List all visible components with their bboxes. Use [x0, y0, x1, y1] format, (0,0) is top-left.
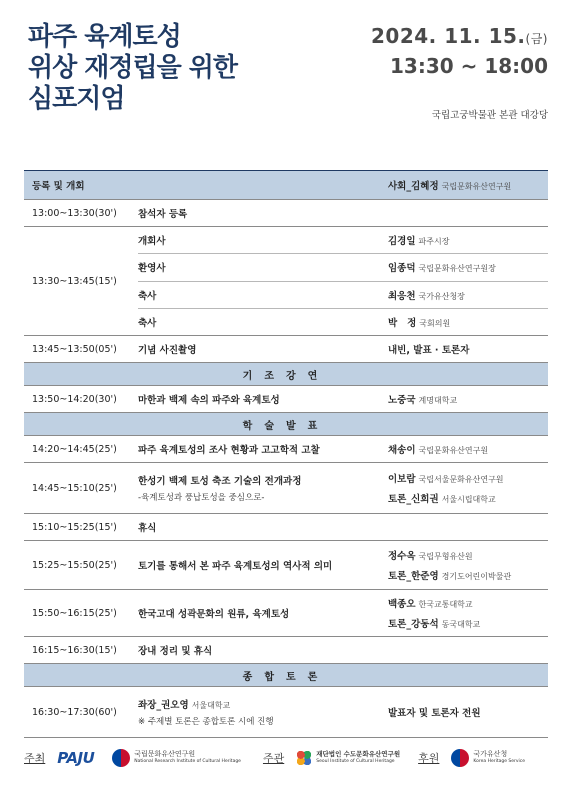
- speaker-name: 내빈, 발표 · 토론자: [388, 345, 470, 356]
- discussant-name: 토론_강동석: [388, 619, 439, 630]
- speaker-name: 김경일: [388, 236, 416, 248]
- table-row: [24, 463, 548, 514]
- table-row: [24, 386, 548, 413]
- chair-name: 좌장_권오영: [138, 700, 189, 711]
- speaker-org: 국립문화유산연구원: [418, 446, 489, 455]
- speaker-org: 파주시장: [418, 237, 450, 247]
- table-row: [24, 336, 548, 363]
- title-line-3: 심포지엄: [28, 84, 125, 114]
- table-row: [24, 436, 548, 463]
- paju-logo: PAJU: [57, 749, 95, 767]
- row-time: 13:00~13:30(30'): [32, 207, 117, 219]
- kh-logo: [473, 750, 525, 766]
- row-program: 축사: [138, 317, 157, 329]
- schedule-table: [24, 170, 548, 738]
- row-time: 14:20~14:45(25'): [32, 443, 117, 455]
- sub-row: [138, 227, 548, 254]
- row-time: 15:10~15:25(15'): [32, 521, 117, 533]
- row-program: 한국고대 성곽문화의 원류, 육계토성: [138, 609, 290, 620]
- header-label: 등록 및 개회: [32, 181, 85, 192]
- government-emblem-icon: [451, 749, 469, 767]
- row-program: 장내 정리 및 휴식: [138, 646, 213, 657]
- event-time: 13:30 ~ 18:00: [389, 54, 548, 78]
- kh-name: 국가유산청: [473, 750, 508, 758]
- row-program: 기념 사진촬영: [138, 345, 197, 356]
- host-label: 주최: [24, 752, 46, 765]
- row-time: 13:45~13:50(05'): [32, 343, 117, 355]
- speaker-name: 박 정: [388, 317, 417, 329]
- row-program: 참석자 등록: [138, 209, 188, 220]
- row-program: 한성기 백제 토성 축조 기술의 전개과정: [138, 476, 302, 487]
- row-time: 13:50~14:20(30'): [32, 393, 117, 405]
- row-program: 축사: [138, 290, 157, 302]
- table-row: [24, 687, 548, 738]
- speaker-name: 발표자 및 토론자 전원: [388, 708, 481, 719]
- table-row: [24, 200, 548, 227]
- row-time: 15:50~16:15(25'): [32, 607, 117, 619]
- speaker-org: 계명대학교: [418, 396, 458, 405]
- event-venue: 국립고궁박물관 본관 대강당: [431, 110, 548, 121]
- row-program: 개회사: [138, 236, 166, 248]
- speaker-name: 임종덕: [388, 263, 416, 275]
- table-row: [24, 590, 548, 637]
- speaker-org: 국립무형유산원: [418, 552, 473, 561]
- discussion-note: ※ 주제별 토론은 종합토론 시에 진행: [138, 717, 274, 727]
- discussant-org: 경기도어린이박물관: [441, 572, 512, 581]
- government-emblem-icon: [112, 749, 130, 767]
- table-row: [24, 637, 548, 664]
- nrich-en: National Research Institute of Cultural Heritage: [134, 759, 241, 764]
- nrich-logo: [134, 750, 241, 766]
- chair-org: 서울대학교: [191, 701, 231, 710]
- speaker-name: 노중국: [388, 395, 416, 406]
- organizer-label: 주관: [262, 752, 285, 765]
- speaker-name: 정수옥: [388, 551, 416, 562]
- table-row: [24, 541, 548, 590]
- row-time: 16:15~16:30(15'): [32, 644, 117, 656]
- row-program: 마한과 백제 속의 파주와 육계토성: [138, 395, 280, 406]
- speaker-org: 국립서울문화유산연구원: [418, 475, 504, 484]
- section-keynote: 기조강연: [24, 363, 548, 386]
- page-title: [28, 22, 298, 115]
- row-time: 15:25~15:50(25'): [32, 559, 117, 571]
- row-subtitle: -육계토성과 풍납토성을 중심으로-: [138, 493, 265, 503]
- title-line-2: 위상 재정립을 위한: [28, 53, 238, 83]
- foundation-logo-icon: [296, 750, 312, 766]
- section-discussion: 종합토론: [24, 664, 548, 687]
- foundation-name: 재단법인 수도문화유산연구원: [316, 750, 401, 758]
- speaker-org: 국가유산청장: [418, 291, 465, 301]
- row-program: 파주 육계토성의 조사 현황과 고고학적 고찰: [138, 445, 320, 456]
- sponsor-label: 후원: [418, 752, 440, 765]
- section-papers: 학술발표: [24, 413, 548, 436]
- row-program: 환영사: [138, 263, 166, 275]
- discussant-name: 토론_신희권: [388, 494, 439, 505]
- nrich-name: 국립문화유산연구원: [134, 750, 196, 758]
- event-datetime: [371, 24, 548, 78]
- discussant-name: 토론_한준영: [388, 571, 439, 582]
- schedule-header: [24, 171, 548, 200]
- row-time: 14:45~15:10(25'): [32, 482, 117, 494]
- title-line-1: 파주 육계토성: [28, 22, 181, 52]
- sub-row: [138, 254, 548, 281]
- discussant-org: 서울시립대학교: [441, 495, 496, 504]
- foundation-en: Seoul Institute of Cultural Heritage: [316, 759, 395, 764]
- row-program: 휴식: [138, 523, 157, 534]
- speaker-org: 국회의원: [419, 318, 451, 328]
- table-row: [24, 227, 548, 336]
- foundation-logo: [316, 750, 400, 766]
- event-day: (금): [525, 32, 548, 46]
- host-org: 국립문화유산연구원: [441, 182, 512, 191]
- kh-en: Korea Heritage Service: [473, 759, 526, 764]
- speaker-name: 채송이: [388, 445, 416, 456]
- host-name: 사회_김혜정: [388, 181, 439, 192]
- row-time: 13:30~13:45(15'): [32, 275, 117, 287]
- table-row: [24, 514, 548, 541]
- sub-row: [138, 309, 548, 335]
- speaker-name: 최응천: [388, 290, 416, 302]
- speaker-org: 국립문화유산연구원장: [418, 264, 496, 274]
- row-program: 토기를 통해서 본 파주 육계토성의 역사적 의미: [138, 561, 333, 572]
- discussant-org: 동국대학교: [441, 620, 481, 629]
- speaker-org: 한국교통대학교: [418, 600, 473, 609]
- event-date: 2024. 11. 15.: [370, 24, 526, 48]
- footer-logos: [24, 738, 548, 778]
- sub-row: [138, 282, 548, 309]
- row-time: 16:30~17:30(60'): [32, 706, 117, 718]
- speaker-name: 이보람: [388, 474, 416, 485]
- speaker-name: 백종오: [388, 599, 416, 610]
